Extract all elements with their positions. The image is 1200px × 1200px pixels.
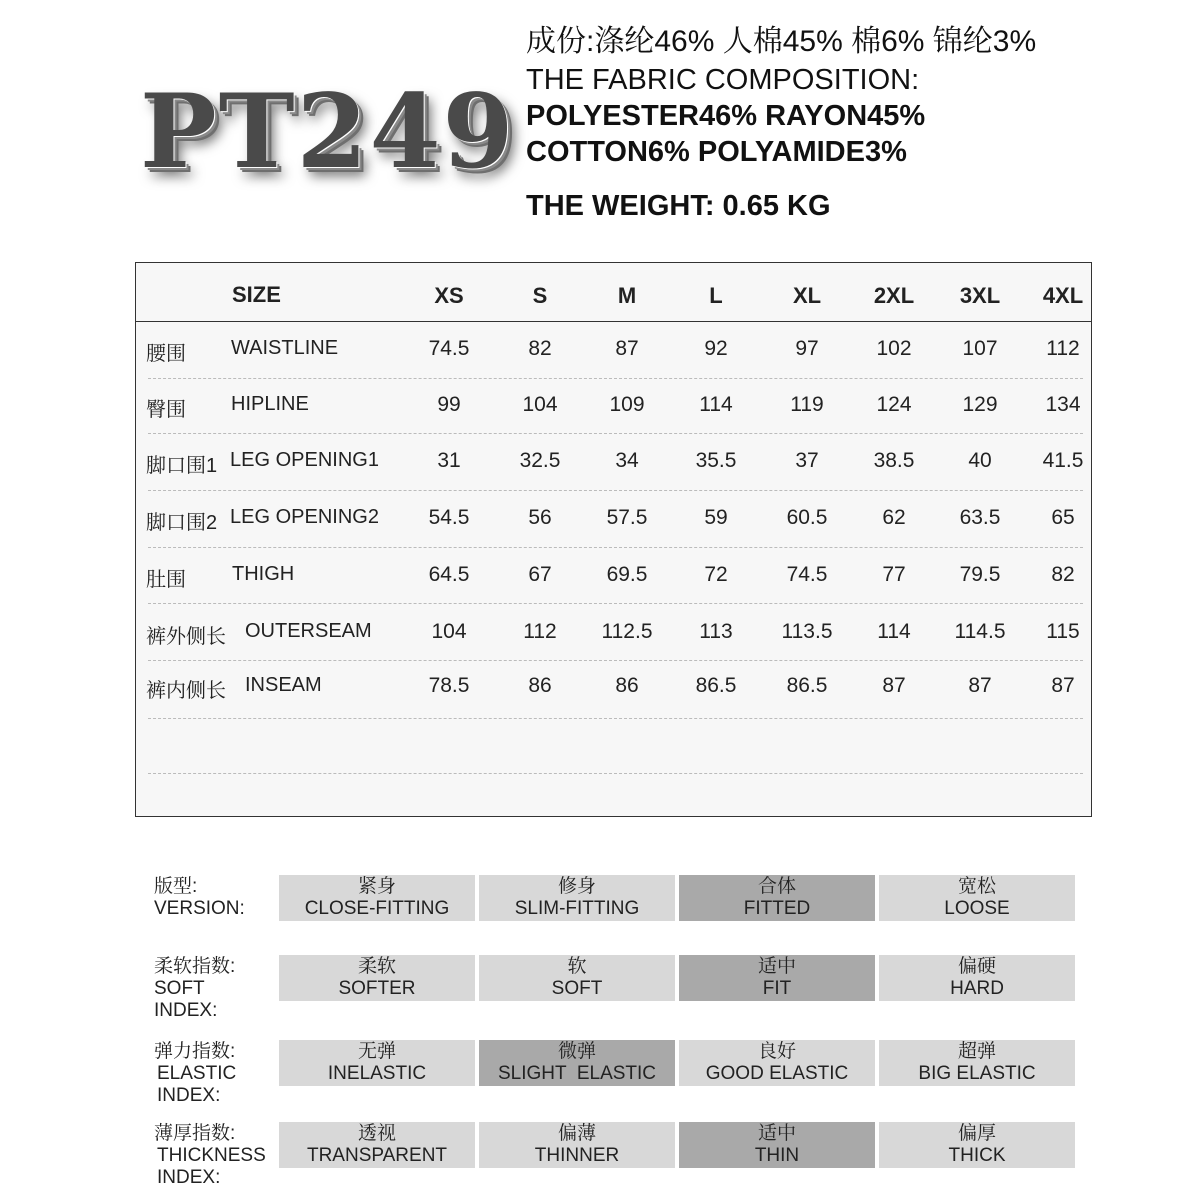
table-cell: 56 — [528, 506, 552, 529]
attribute-option-selected — [679, 955, 875, 1001]
option-label-cn: 修身 — [557, 876, 596, 897]
option-label-en: FIT — [762, 978, 792, 999]
table-cell: 74.5 — [786, 563, 828, 586]
table-cell: 87 — [1051, 674, 1075, 697]
table-cell: 57.5 — [606, 506, 648, 529]
row-label-cn: 肚围 — [146, 569, 186, 591]
fabric-info — [526, 22, 1166, 224]
attribute-option — [679, 1040, 875, 1086]
option-label-en: SOFT — [551, 978, 603, 999]
option-label-cn: 超弹 — [957, 1041, 996, 1062]
row-divider — [148, 433, 1083, 434]
attribute-label — [154, 876, 245, 920]
table-cell: 113 — [699, 620, 733, 643]
composition-line-1: POLYESTER46% RAYON45% — [526, 100, 926, 132]
option-label-en: INELASTIC — [327, 1063, 427, 1084]
option-label-en: SLIM-FITTING — [514, 898, 640, 919]
table-row — [136, 604, 1091, 660]
option-label-en: FITTED — [743, 898, 811, 919]
option-label-en: BIG ELASTIC — [918, 1063, 1036, 1084]
table-cell: 82 — [528, 337, 552, 360]
attribute-option — [879, 1122, 1075, 1168]
table-row — [136, 321, 1091, 377]
table-cell: 112 — [1046, 337, 1080, 360]
size-chart-table — [135, 262, 1092, 817]
attribute-label-en: THICKNESS — [157, 1145, 266, 1166]
attribute-label-en: VERSION: — [154, 898, 245, 919]
attribute-option — [479, 955, 675, 1001]
table-row — [136, 660, 1091, 716]
option-label-en: HARD — [950, 978, 1004, 999]
row-label-en: HIPLINE — [231, 393, 309, 415]
table-cell: 69.5 — [606, 563, 648, 586]
row-label-en: THIGH — [232, 563, 295, 585]
table-cell: 112 — [523, 620, 557, 643]
table-cell: 82 — [1051, 563, 1075, 586]
table-cell: 114 — [877, 620, 911, 643]
table-cell: 86.5 — [786, 674, 828, 697]
table-cell: 87 — [968, 674, 992, 697]
row-label-en: LEG OPENING2 — [230, 506, 379, 528]
table-cell: 35.5 — [695, 449, 737, 472]
table-cell: 62 — [882, 506, 906, 529]
table-cell: 31 — [437, 449, 461, 472]
attribute-option-selected — [679, 875, 875, 921]
table-cell: 92 — [704, 337, 728, 360]
attribute-option — [279, 1040, 475, 1086]
attribute-option — [879, 1040, 1075, 1086]
attribute-label-cn: 薄厚指数: — [154, 1123, 236, 1144]
size-header-xs: XS — [434, 283, 464, 308]
composition-line-2: COTTON6% POLYAMIDE3% — [526, 136, 907, 168]
size-header-2xl: 2XL — [873, 283, 915, 308]
option-label-cn: 透视 — [357, 1123, 396, 1144]
table-cell: 40 — [968, 449, 992, 472]
option-label-cn: 合体 — [757, 876, 796, 897]
attribute-option — [279, 1122, 475, 1168]
option-label-cn: 良好 — [757, 1041, 796, 1062]
size-header-m: M — [617, 283, 637, 308]
table-cell: 97 — [795, 337, 819, 360]
table-cell: 78.5 — [428, 674, 470, 697]
table-cell: 107 — [962, 337, 998, 360]
row-divider — [148, 547, 1083, 548]
table-cell: 34 — [615, 449, 639, 472]
row-label-en: WAISTLINE — [231, 337, 339, 359]
option-label-cn: 偏薄 — [557, 1123, 596, 1144]
table-cell: 74.5 — [428, 337, 470, 360]
table-cell: 59 — [704, 506, 728, 529]
table-cell: 41.5 — [1042, 449, 1084, 472]
table-cell: 102 — [876, 337, 912, 360]
attribute-option — [879, 955, 1075, 1001]
attribute-option-selected — [679, 1122, 875, 1168]
option-label-en: THINNER — [534, 1145, 620, 1166]
row-label-cn: 裤内侧长 — [146, 680, 226, 702]
option-label-en: SOFTER — [338, 978, 416, 999]
row-label-cn: 脚口围1 — [146, 455, 218, 477]
row-label-en: OUTERSEAM — [245, 620, 372, 642]
table-cell: 87 — [615, 337, 639, 360]
option-label-en: THIN — [754, 1145, 800, 1166]
attribute-label — [154, 1041, 236, 1107]
attribute-option — [279, 875, 475, 921]
table-cell: 64.5 — [428, 563, 470, 586]
option-label-cn: 宽松 — [957, 876, 996, 897]
table-cell: 63.5 — [959, 506, 1001, 529]
size-header-s: S — [532, 283, 548, 308]
option-label-cn: 适中 — [757, 956, 796, 977]
table-cell: 124 — [876, 393, 912, 416]
row-label-cn: 裤外侧长 — [146, 626, 226, 648]
table-cell: 113.5 — [781, 620, 833, 643]
table-cell: 32.5 — [519, 449, 561, 472]
attribute-label-en: INDEX: — [157, 1085, 221, 1106]
size-chart-header — [136, 263, 1091, 322]
table-cell: 87 — [882, 674, 906, 697]
table-cell: 79.5 — [959, 563, 1001, 586]
table-cell: 67 — [528, 563, 552, 586]
option-label-en: GOOD ELASTIC — [705, 1063, 849, 1084]
size-header-label: SIZE — [232, 282, 281, 307]
table-cell: 77 — [882, 563, 906, 586]
table-cell: 112.5 — [601, 620, 653, 643]
attribute-label-en: SOFT — [154, 978, 205, 999]
size-header-4xl: 4XL — [1042, 283, 1084, 308]
table-cell: 104 — [522, 393, 558, 416]
option-label-cn: 柔软 — [357, 956, 396, 977]
attribute-option — [879, 875, 1075, 921]
table-cell: 86.5 — [695, 674, 737, 697]
table-row — [136, 546, 1091, 602]
attribute-option — [479, 875, 675, 921]
table-cell: 129 — [962, 393, 998, 416]
fabric-weight: THE WEIGHT: 0.65 KG — [526, 190, 831, 222]
table-row — [136, 433, 1091, 489]
attribute-label-cn: 弹力指数: — [154, 1041, 236, 1062]
attribute-label-en: ELASTIC — [157, 1063, 237, 1084]
row-label-en: INSEAM — [245, 674, 322, 696]
table-cell: 60.5 — [786, 506, 828, 529]
attribute-label — [154, 1123, 266, 1189]
row-divider — [148, 773, 1083, 774]
product-code-logo: PT249 — [140, 72, 516, 192]
attribute-option — [279, 955, 475, 1001]
table-cell: 37 — [795, 449, 819, 472]
row-label-cn: 腰围 — [146, 343, 186, 365]
table-cell: 115 — [1046, 620, 1080, 643]
size-header-3xl: 3XL — [959, 283, 1001, 308]
option-label-en: CLOSE-FITTING — [304, 898, 450, 919]
option-label-cn: 适中 — [757, 1123, 796, 1144]
table-cell: 72 — [704, 563, 728, 586]
option-label-en: SLIGHT ELASTIC — [497, 1063, 657, 1084]
table-cell: 86 — [615, 674, 639, 697]
option-label-cn: 紧身 — [357, 876, 396, 897]
row-divider — [148, 490, 1083, 491]
attribute-label-en: INDEX: — [154, 1000, 218, 1021]
table-cell: 54.5 — [428, 506, 470, 529]
attribute-option-selected — [479, 1040, 675, 1086]
option-label-cn: 无弹 — [357, 1041, 396, 1062]
table-cell: 65 — [1051, 506, 1075, 529]
composition-title: THE FABRIC COMPOSITION: — [526, 64, 920, 96]
attribute-label-en: INDEX: — [157, 1167, 221, 1188]
attribute-label-cn: 柔软指数: — [154, 956, 236, 977]
row-label-en: LEG OPENING1 — [230, 449, 379, 471]
attribute-label-cn: 版型: — [154, 876, 198, 897]
option-label-cn: 偏厚 — [957, 1123, 996, 1144]
table-row — [136, 376, 1091, 432]
composition-cn: 成份:涤纶46% 人棉45% 棉6% 锦纶3% — [526, 25, 1037, 58]
size-header-xl: XL — [792, 283, 822, 308]
row-label-cn: 臀围 — [146, 399, 186, 421]
table-cell: 114 — [699, 393, 733, 416]
attribute-label — [154, 956, 235, 1022]
option-label-en: TRANSPARENT — [306, 1145, 448, 1166]
size-header-l: L — [709, 283, 723, 308]
table-cell: 38.5 — [873, 449, 915, 472]
option-label-en: LOOSE — [944, 898, 1010, 919]
option-label-cn: 软 — [567, 956, 587, 977]
table-cell: 109 — [609, 393, 645, 416]
option-label-cn: 偏硬 — [957, 956, 996, 977]
table-row — [136, 489, 1091, 545]
table-cell: 114.5 — [954, 620, 1006, 643]
table-cell: 134 — [1045, 393, 1081, 416]
row-divider — [148, 603, 1083, 604]
option-label-cn: 微弹 — [557, 1041, 596, 1062]
table-cell: 119 — [790, 393, 824, 416]
attribute-option — [479, 1122, 675, 1168]
option-label-en: THICK — [948, 1145, 1006, 1166]
table-cell: 104 — [431, 620, 467, 643]
table-cell: 99 — [437, 393, 461, 416]
row-label-cn: 脚口围2 — [146, 512, 218, 534]
row-divider — [148, 718, 1083, 719]
row-divider — [148, 660, 1083, 661]
table-cell: 86 — [528, 674, 552, 697]
row-divider — [148, 378, 1083, 379]
